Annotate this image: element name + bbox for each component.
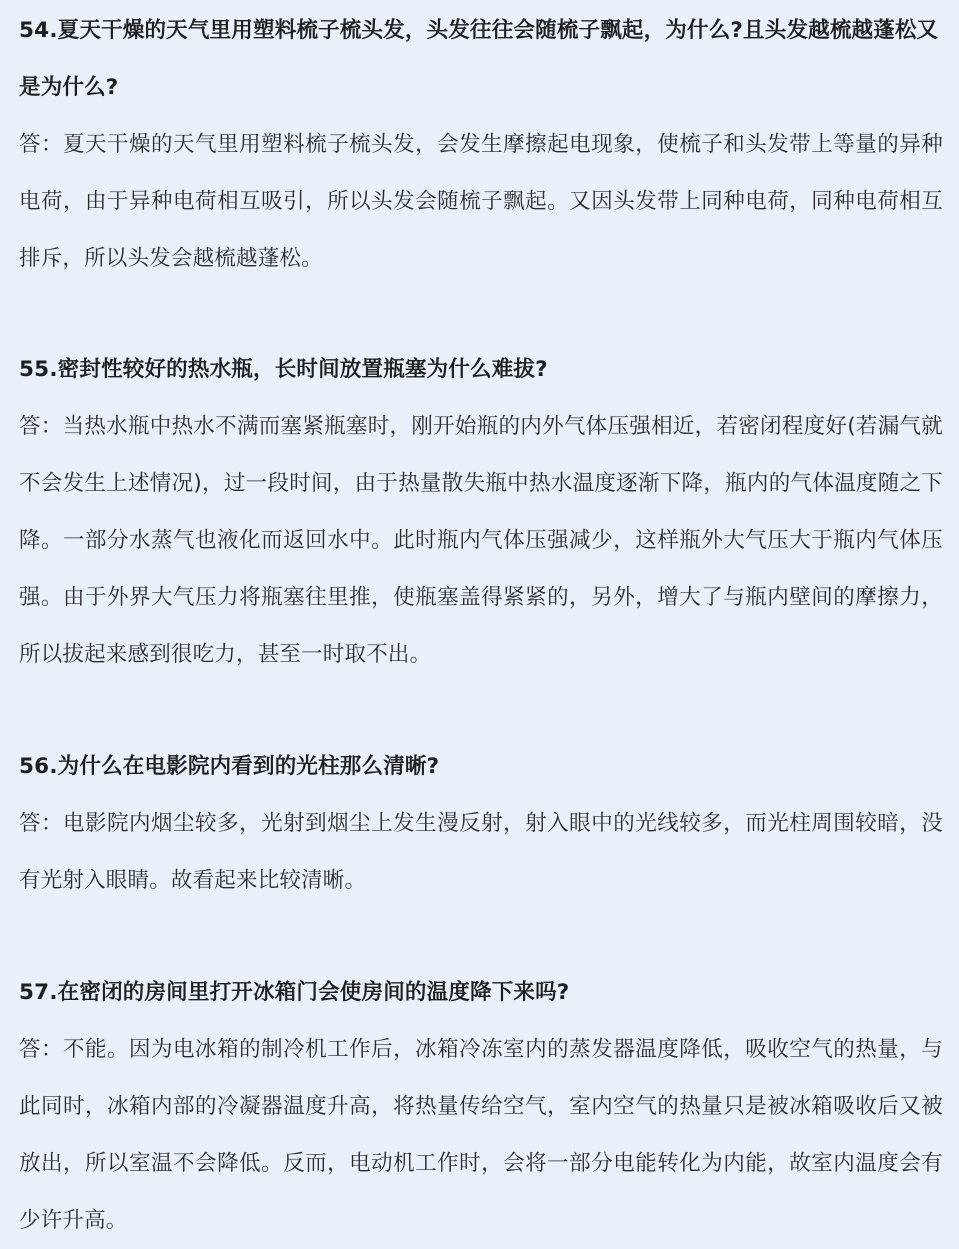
qa-item-57 [19,964,943,1249]
qa-item-56 [19,738,943,909]
question-55: 55.密封性较好的热水瓶，长时间放置瓶塞为什么难拔? [19,357,548,382]
question-54: 54.夏天干燥的天气里用塑料梳子梳头发，头发往往会随梳子飘起，为什么?且头发越梳越蓬松又是为什么? [19,18,939,100]
qa-item-55 [19,341,943,683]
answer-54: 答：夏天干燥的天气里用塑料梳子梳头发，会发生摩擦起电现象，使梳子和头发带上等量的异种电荷，由于异种电荷相互吸引，所以头发会随梳子飘起。又因头发带上同种电荷，同种电荷相互排斥，所以头发会越梳越蓬松。 [19,132,943,271]
question-57: 57.在密闭的房间里打开冰箱门会使房间的温度降下来吗? [19,980,570,1005]
answer-55: 答：当热水瓶中热水不满而塞紧瓶塞时，刚开始瓶的内外气体压强相近，若密闭程度好(若漏气就不会发生上述情况)，过一段时间，由于热量散失瓶中热水温度逐渐下降，瓶内的气体温度随之下降。一部分水蒸气也液化而返回水中。此时瓶内气体压强减少，这样瓶外大气压大于瓶内气体压强。由于外界大气压力将瓶塞往里推，使瓶塞盖得紧紧的，另外，增大了与瓶内壁间的摩擦力，所以拔起来感到很吃力，甚至一时取不出。 [19,414,943,667]
question-56: 56.为什么在电影院内看到的光柱那么清晰? [19,754,440,779]
answer-56: 答：电影院内烟尘较多，光射到烟尘上发生漫反射，射入眼中的光线较多，而光柱周围较暗，没有光射入眼睛。故看起来比较清晰。 [19,811,943,893]
qa-item-54 [19,2,943,287]
answer-57: 答：不能。因为电冰箱的制冷机工作后，冰箱冷冻室内的蒸发器温度降低，吸收空气的热量，与此同时，冰箱内部的冷凝器温度升高，将热量传给空气，室内空气的热量只是被冰箱吸收后又被放出，所以室温不会降低。反而，电动机工作时，会将一部分电能转化为内能，故室内温度会有少许升高。 [19,1037,943,1233]
